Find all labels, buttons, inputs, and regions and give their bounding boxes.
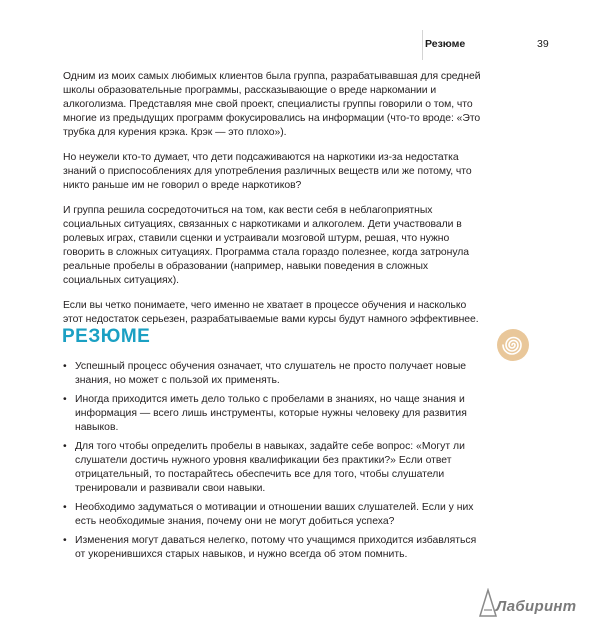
list-item: [63, 440, 485, 496]
list-item-text: Успешный процесс обучения означает, что слушатель не просто получает новые знания, но может с пользой их применять.: [75, 361, 467, 386]
page-number: 39: [537, 38, 549, 50]
bullet: •: [63, 394, 67, 405]
paragraph: Одним из моих самых любимых клиентов была группа, разрабатывавшая для средней школы образовательные программы, рассказывающие о вреде наркомании и алкоголизма. Представляя мне свой проект, специалисты группы говорили о том, что многие из предыдущих программ фокусировались на информации (что-то вроде: «Это трубка для курения крэка. Крэк — это плохо»).: [63, 71, 481, 138]
running-head-title: Резюме: [425, 38, 466, 50]
watermark: [478, 586, 598, 618]
bullet: •: [63, 361, 67, 372]
paragraph: И группа решила сосредоточиться на том, как вести себя в неблагоприятных социальных ситуациях, связанных с наркотиками и алкоголем. Дети участвовали в ролевых играх, ставили сценки и устраивали мозговой штурм, решая, что нужно говорить в сложных ситуациях. Программа стала гораздо полезнее, когда затронула реальные пробелы в образовании (например, навыки поведения в сложных социальных ситуациях).: [63, 205, 469, 286]
list-item: [63, 360, 485, 388]
list-item-text: Изменения могут даваться нелегко, потому что учащимся приходится избавляться от укоренившихся старых навыков, и нужно всегда об этом помнить.: [75, 535, 477, 560]
list-item-text: Необходимо задуматься о мотивации и отношении ваших слушателей. Если у них есть необходимые знания, почему они не могут добиться успеха?: [75, 502, 474, 527]
labyrinth-logo-icon: [478, 588, 498, 618]
summary-list: [63, 360, 485, 567]
bullet: •: [63, 535, 67, 546]
list-item-text: Для того чтобы определить пробелы в навыках, задайте себе вопрос: «Могут ли слушатели достичь нужного уровня квалификации без практики?» Если ответ отрицательный, то постарайтесь обеспечить все для того, чтобы слушатели тренировали и развивали свои навыки.: [75, 441, 465, 494]
bullet: •: [63, 502, 67, 513]
list-item: [63, 534, 485, 562]
list-item: [63, 393, 485, 435]
bullet: •: [63, 441, 67, 452]
summary-heading: РЕЗЮМЕ: [62, 326, 151, 347]
list-item-text: Иногда приходится иметь дело только с пробелами в знаниях, но чаще знания и информация — всего лишь инструменты, которые нужны человеку для развития навыков.: [75, 394, 467, 433]
spiral-icon: [496, 328, 530, 362]
watermark-text: Лабиринт: [496, 598, 577, 615]
paragraph: Но неужели кто-то думает, что дети подсаживаются на наркотики из-за недостатка знаний о приспособлениях для употребления различных веществ или же потому, что никто раньше им не говорил о вреде наркотиков?: [63, 152, 472, 191]
running-head: [425, 38, 575, 54]
header-divider: [422, 30, 423, 60]
list-item: [63, 501, 485, 529]
body-text: [63, 70, 483, 338]
paragraph: Если вы четко понимаете, чего именно не хватает в процессе обучения и насколько этот недостаток серьезен, разрабатываемые вами курсы будут намного эффективнее.: [63, 300, 479, 325]
